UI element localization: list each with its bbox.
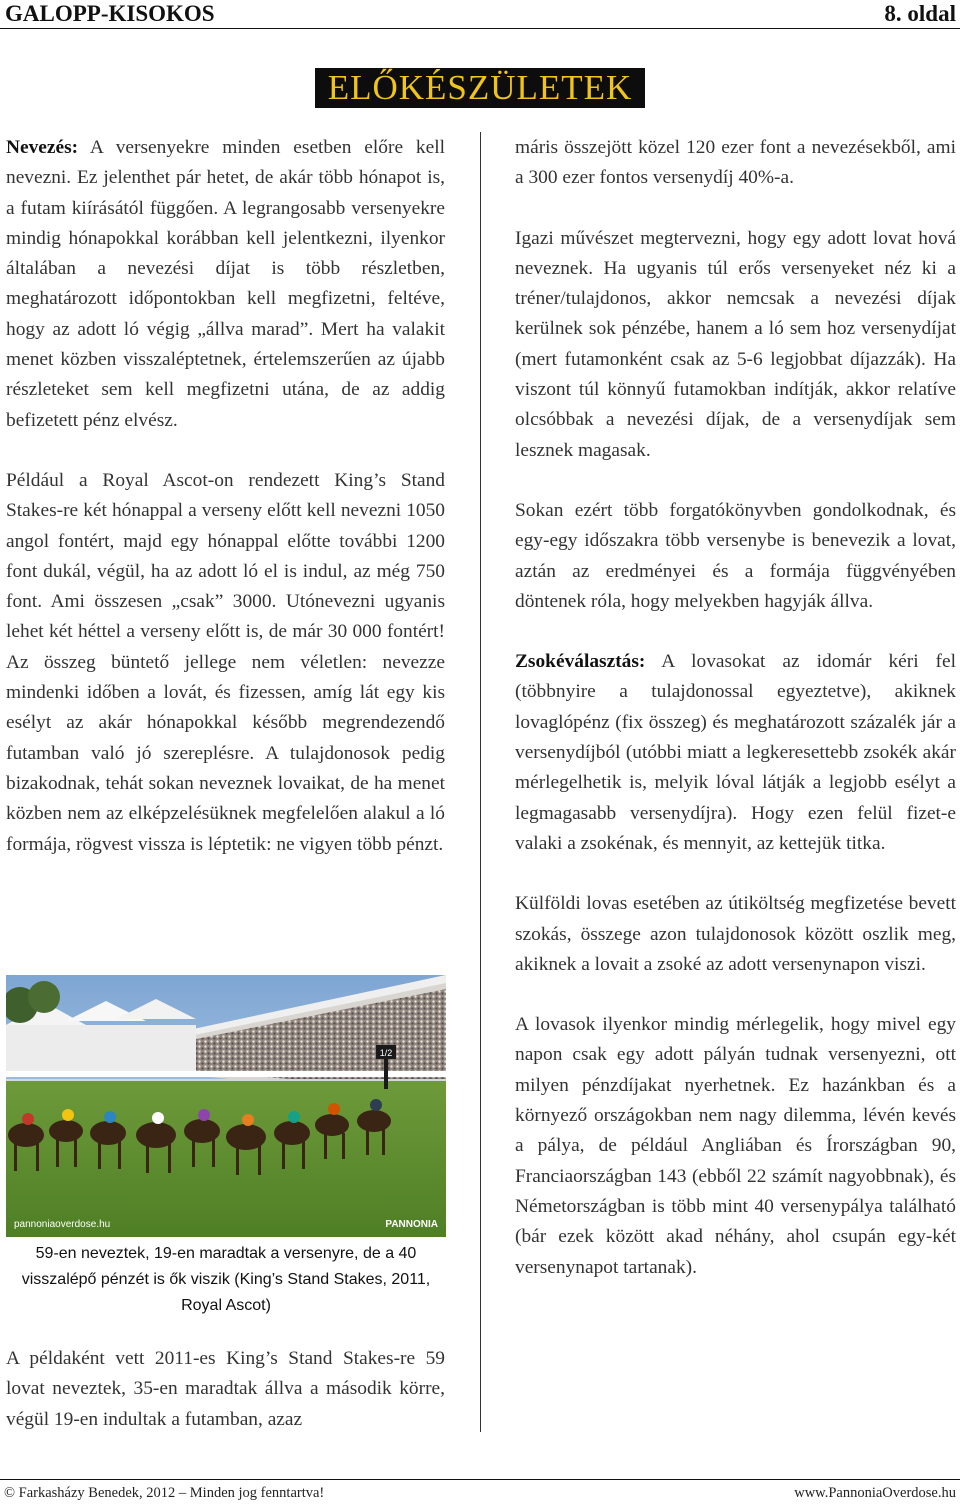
column-divider bbox=[480, 132, 481, 1432]
nevezes-text: A versenyekre minden esetben előre kell nevezni. Ez jelenthet pár hetet, de akár több hónapot is, a futam kiírásától függően. A legrangosabb versenyekre mindig hónapokkal korábban kell jelentkezni, ilyenkor általában a nevezési díjat is több részletben, meghatározott időpontokban kell megfizetni, feltéve, hogy az adott ló végig „állva marad”. Mert ha valakit menet közben visszaléptetnek, értelemszerűen az újabb részleteket sem kell megfizetni utána, de az addig befizetett pénz elvész. bbox=[6, 137, 445, 431]
paragraph-foreign-jockey: Külföldi lovas esetében az útiköltség megfizetése bevett szokás, összege azon tulajdonosok között oszlik meg, akiknek a lovait a zsoké az adott versenynapon viszi. bbox=[515, 893, 956, 975]
website-link[interactable]: www.PannoniaOverdose.hu bbox=[794, 1485, 956, 1501]
paragraph-royal-ascot-example: Például a Royal Ascot-on rendezett King’s Stand Stakes-re két hónappal a verseny előtt kell nevezni 1050 angol fontért, majd egy hónappal előtte további 1200 font dukál, végül, ha az adott ló el is indul, az még 750 font. Ami összesen „csak” 3000. Utónevezni ugyanis lehet két héttel a verseny előtt is, de már 30 000 fontért! Az összeg büntető jellege nem véletlen: nevezze mindenki időben a lovát, és fizessen, amíg lát egy kis esélyt az akár hónapokkal később megrendezendő futamban való jó szereplésre. A tulajdonosok pedig bizakodnak, tehát sokan neveznek lovaikat, de ha menet közben nem az elképzelésüknek megfelelően alakul a ló formája, rögvest vissza is léptetik: ne vigyen több pénzt. bbox=[6, 469, 445, 855]
paragraph-scenarios: Sokan ezért több forgatókönyvben gondolkodnak, és egy-egy időszakra több versenybe is benevezik a lovat, aztán az eredményei és a formája függvényében döntenek róla, hogy melyekben hagyják állva. bbox=[515, 499, 956, 612]
photo-caption: 59-en neveztek, 19-en maradtak a versenyre, de a 40 visszalépő pénzét is ők viszik (King’s Stand Stakes, 2011, Royal Ascot) bbox=[21, 1245, 431, 1314]
right-column bbox=[515, 133, 956, 1283]
copyright-text: © Farkasházy Benedek, 2012 – Minden jog fenntartva! bbox=[4, 1485, 325, 1501]
page-header bbox=[0, 0, 960, 29]
paragraph-continuation: máris összejött közel 120 ezer font a nevezésekből, ami a 300 ezer fontos versenydíj 40%-a. bbox=[515, 137, 956, 189]
paragraph-planning: Igazi művészet megtervezni, hogy egy adott lovat hová neveznek. Ha ugyanis túl erős versenyeket néz ki a tréner/tulajdonos, akkor nemcsak a nevezési díjak kerülnek sok pénzébe, hanem a ló sem hoz versenydíjat (mert futamonként csak az 5-6 legjobbat díjazzák). Ha viszont túl könnyű futamokban indítják, akkor relatíve olcsóbbak a nevezési díjak, de a versenydíjak sem lesznek magasak. bbox=[515, 227, 956, 461]
race-photo bbox=[6, 975, 446, 1237]
paragraph-zsokevalasztas bbox=[515, 647, 956, 859]
paragraph-nevezes bbox=[6, 133, 445, 436]
zsokevalasztas-text: A lovasokat az idomár kéri fel (többnyire a tulajdonossal egyeztetve), akiknek lovaglópénz (fix összeg) és meghatározott százalék jár a versenydíjból (utóbbi miatt a legkeresettebb zsokék akár mérlegelhetik is, melyik lóval látják a legjobb esélyt a legmagasabb versenydíjra). Hogy ezen felül fizet-e valaki a zsokénak, és mennyit, az kettejük titka. bbox=[515, 651, 956, 854]
race-photo-illustration bbox=[6, 975, 446, 1237]
section-title: ELŐKÉSZÜLETEK bbox=[315, 68, 645, 108]
photo-logo: PANNONIA bbox=[385, 1219, 438, 1230]
page-number: 8. oldal bbox=[884, 1, 956, 26]
marker-text: 1/2 bbox=[379, 1048, 393, 1058]
page-footer bbox=[0, 1479, 960, 1505]
left-column-bottom bbox=[6, 1344, 445, 1435]
paragraph-jockey-decisions: A lovasok ilyenkor mindig mérlegelik, hogy mivel egy napon csak egy adott pályán tudnak versenyezni, ott milyen pénzdíjakat nyerhetnek. Ez hazánkban és a környező országokban nem nagy dilemma, lévén kevés a pálya, de például Angliában és Írországban 90, Franciaországban 143 (ebből 22 számít nagyobbnak), és Németországban is több mint 40 versenypálya található (bár ezek között akad néhány, ahol csupán egy-két versenynapot tartanak). bbox=[515, 1014, 956, 1278]
paragraph-2011-example: A példaként vett 2011-es King’s Stand Stakes-re 59 lovat neveztek, 35-en maradtak állva a második körre, végül 19-en indultak a futamban, azaz bbox=[6, 1348, 445, 1430]
nevezes-label: Nevezés: bbox=[6, 137, 79, 158]
photo-watermark: pannoniaoverdose.hu bbox=[14, 1219, 111, 1230]
zsokevalasztas-label: Zsokéválasztás: bbox=[515, 651, 646, 673]
left-column bbox=[6, 133, 445, 860]
publication-title: GALOPP-KISOKOS bbox=[5, 1, 215, 26]
